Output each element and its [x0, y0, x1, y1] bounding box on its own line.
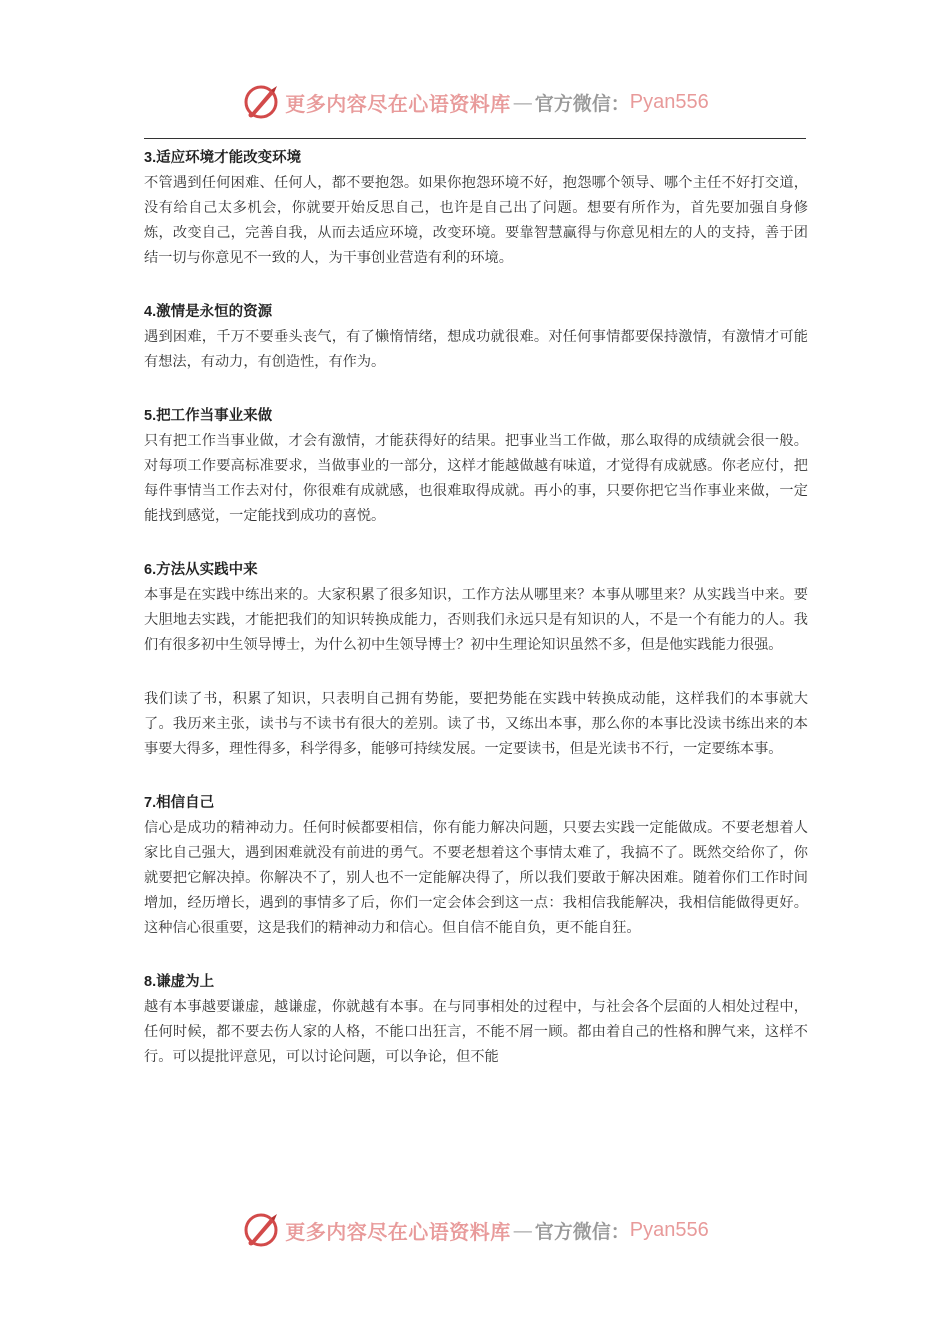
header-dash: —: [512, 90, 533, 114]
section-paragraph: 我们读了书，积累了知识，只表明自己拥有势能，要把势能在实践中转换成动能，这样我们的本事就大了。我历来主张，读书与不读书有很大的差别。读了书，又练出本事，那么你的本事比没读书练出来的本事要大得多，理性得多，科学得多，能够可持续发展。一定要读书，但是光读书不行，一定要练本事。: [144, 691, 808, 757]
header-contact-label: 官方微信：: [534, 92, 630, 115]
section-6: [144, 558, 808, 762]
section-paragraph: 本事是在实践中练出来的。大家积累了很多知识，工作方法从哪里来？本事从哪里来？从实践当中来。要大胆地去实践，才能把我们的知识转换成能力，否则我们永远只是有知识的人，不是一个有能力的人。我们有很多初中生领导博士，为什么初中生领导博士？初中生理论知识虽然不多，但是他实践能力很强。: [144, 587, 808, 653]
quill-logo-icon: [241, 1210, 281, 1250]
section-title: 7.相信自己: [144, 795, 215, 811]
section-title: 8.谦虚为上: [144, 974, 215, 990]
section-5: [144, 404, 808, 529]
document-body: [144, 146, 808, 1099]
section-title: 3.适应环境才能改变环境: [144, 150, 302, 166]
footer-brand: 更多内容尽在心语资料库: [285, 1219, 511, 1244]
section-paragraph: 只有把工作当事业做，才会有激情，才能获得好的结果。把事业当工作做，那么取得的成绩就会很一般。对每项工作要高标准要求，当做事业的一部分，这样才能越做越有味道，才觉得有成就感。你老应付，把每件事情当工作去对付，你很难有成就感，也很难取得成就。再小的事，只要你把它当作事业来做，一定能找到感觉，一定能找到成功的喜悦。: [144, 433, 808, 524]
header-banner: [0, 80, 950, 124]
section-paragraph: 不管遇到任何困难、任何人，都不要抱怨。如果你抱怨环境不好，抱怨哪个领导、哪个主任不好打交道，没有给自己太多机会，你就要开始反思自己，也许是自己出了问题。想要有所作为，首先要加强自身修炼，改变自己，完善自我，从而去适应环境，改变环境。要靠智慧赢得与你意见相左的人的支持，善于团结一切与你意见不一致的人，为干事创业营造有利的环境。: [144, 175, 808, 266]
header-wechat-id: Pyan556: [629, 90, 709, 113]
footer-contact-label: 官方微信：: [534, 1220, 630, 1243]
section-paragraph: 信心是成功的精神动力。任何时候都要相信，你有能力解决问题，只要去实践一定能做成。不要老想着人家比自己强大，遇到困难就没有前进的勇气。不要老想着这个事情太难了，我搞不了。既然交给你了，你就要把它解决掉。你解决不了，别人也不一定能解决得了，所以我们要敢于解决困难。随着你们工作时间增加，经历增长，遇到的事情多了后，你们一定会体会到这一点：我相信我能解决，我相信能做得更好。这种信心很重要，这是我们的精神动力和信心。但自信不能自负，更不能自狂。: [144, 820, 808, 936]
header-brand: 更多内容尽在心语资料库: [285, 91, 511, 116]
section-title: 6.方法从实践中来: [144, 562, 258, 578]
quill-logo-icon: [241, 82, 281, 122]
footer-banner: [0, 1208, 950, 1252]
footer-wechat-id: Pyan556: [629, 1218, 709, 1241]
section-paragraph: 越有本事越要谦虚，越谦虚，你就越有本事。在与同事相处的过程中，与社会各个层面的人相处过程中，任何时候，都不要去伤人家的人格，不能口出狂言，不能不屑一顾。都由着自己的性格和脾气来，这样不行。可以提批评意见，可以讨论问题，可以争论，但不能: [144, 999, 808, 1065]
section-paragraph: 遇到困难，千万不要垂头丧气，有了懒惰情绪，想成功就很难。对任何事情都要保持激情，有激情才可能有想法，有动力，有创造性，有作为。: [144, 329, 808, 370]
section-title: 4.激情是永恒的资源: [144, 304, 273, 320]
section-4: [144, 300, 808, 375]
section-3: [144, 146, 808, 271]
footer-dash: —: [512, 1218, 533, 1242]
section-8: [144, 970, 808, 1070]
section-title: 5.把工作当事业来做: [144, 408, 273, 424]
header-divider: [144, 138, 806, 139]
section-7: [144, 791, 808, 941]
